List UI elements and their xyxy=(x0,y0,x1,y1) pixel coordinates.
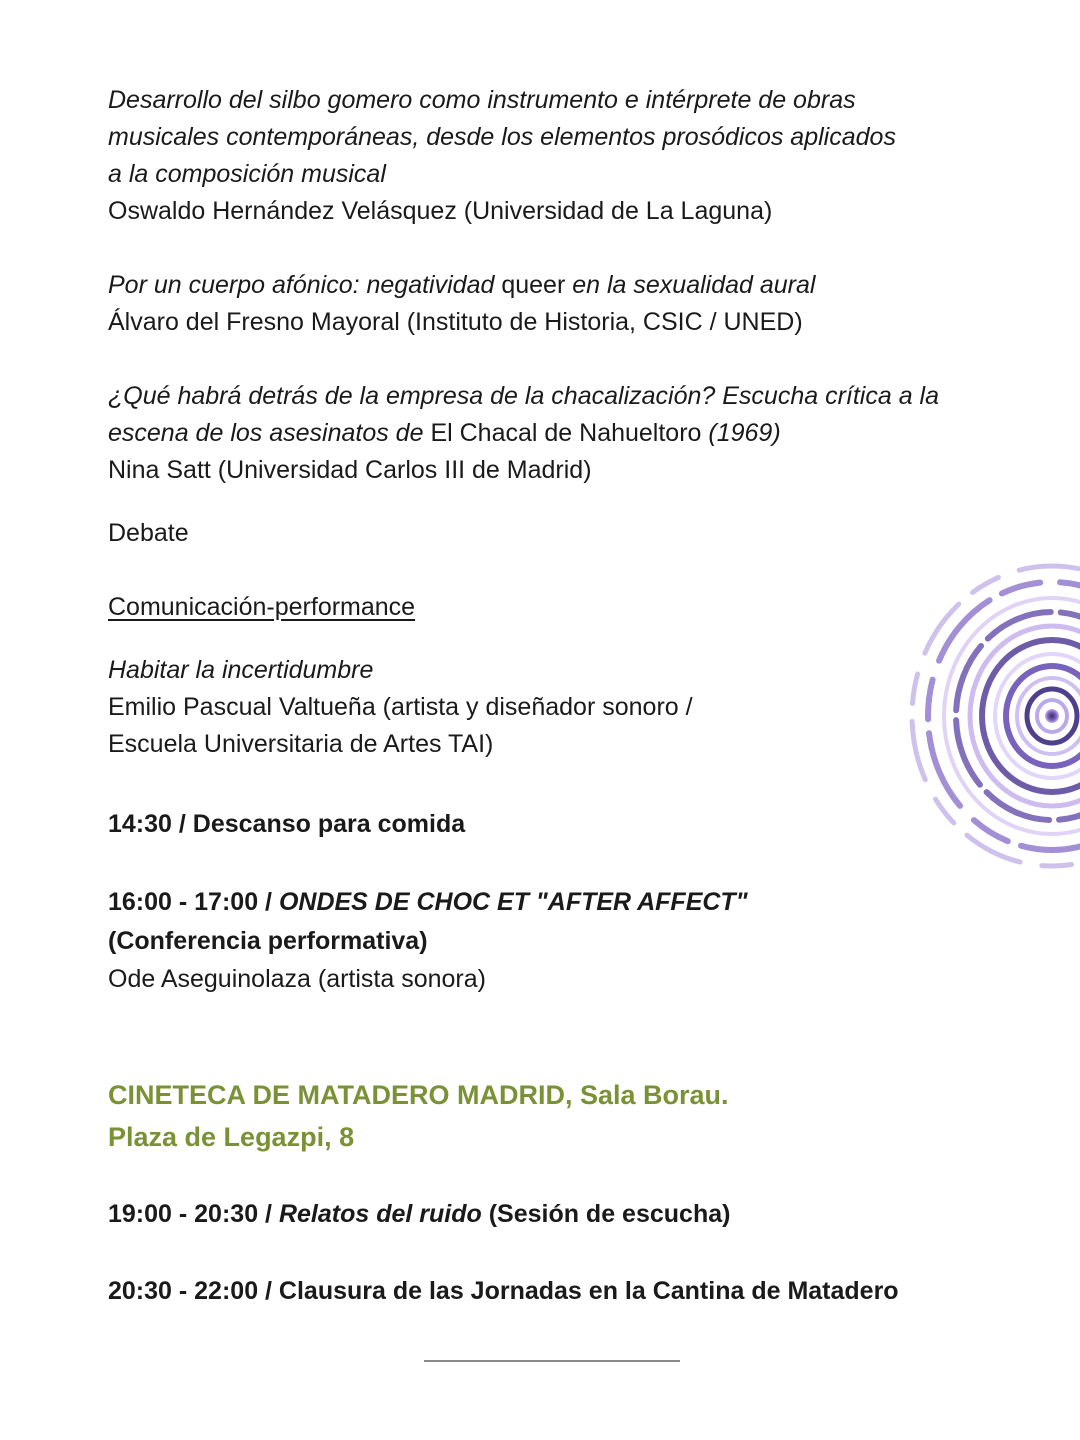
divider-line xyxy=(424,1360,680,1362)
performance-entry xyxy=(108,652,988,763)
lunch-break: 14:30 / Descanso para comida xyxy=(108,810,466,838)
lecture-heading: 16:00 - 17:00 / ONDES DE CHOC ET "AFTER AFFECT" xyxy=(108,888,748,916)
performance-author-line-1: Emilio Pascual Valtueña (artista y diseñador sonoro / xyxy=(108,693,693,721)
talk-title: ¿Qué habrá detrás de la empresa de la chacalización? Escucha crítica a la escena de los asesinatos de El Chacal de Nahueltoro (1969) xyxy=(108,382,940,447)
talk-author: Nina Satt (Universidad Carlos III de Madrid) xyxy=(108,456,592,484)
lecture-author: Ode Aseguinolaza (artista sonora) xyxy=(108,965,486,993)
program-content xyxy=(108,82,988,1310)
venue-name: CINETECA DE MATADERO MADRID, Sala Borau. xyxy=(108,1080,729,1110)
talk-1 xyxy=(108,82,988,230)
talk-title: Desarrollo del silbo gomero como instrumento e intérprete de obras musicales contemporáneas, desde los elementos prosódicos aplicados a la composición musical xyxy=(108,86,896,188)
ripple-icon xyxy=(900,550,1080,880)
lecture-type: (Conferencia performativa) xyxy=(108,927,428,955)
talk-3 xyxy=(108,378,988,489)
talk-title: Por un cuerpo afónico: negatividad queer en la sexualidad aural xyxy=(108,271,816,299)
debate-label: Debate xyxy=(108,519,189,547)
talk-author: Oswaldo Hernández Velásquez (Universidad de La Laguna) xyxy=(108,197,773,225)
lecture-entry xyxy=(108,883,988,998)
listening-session: 19:00 - 20:30 / Relatos del ruido (Sesión de escucha) xyxy=(108,1200,731,1228)
performance-heading: Comunicación-performance xyxy=(108,593,416,621)
venue-address: Plaza de Legazpi, 8 xyxy=(108,1122,355,1152)
venue-block xyxy=(108,1074,988,1158)
performance-author-line-2: Escuela Universitaria de Artes TAI) xyxy=(108,730,494,758)
talk-author: Álvaro del Fresno Mayoral (Instituto de Historia, CSIC / UNED) xyxy=(108,308,803,336)
performance-title: Habitar la incertidumbre xyxy=(108,656,374,684)
talk-2 xyxy=(108,267,988,341)
closing-event: 20:30 - 22:00 / Clausura de las Jornadas en la Cantina de Matadero xyxy=(108,1277,899,1305)
